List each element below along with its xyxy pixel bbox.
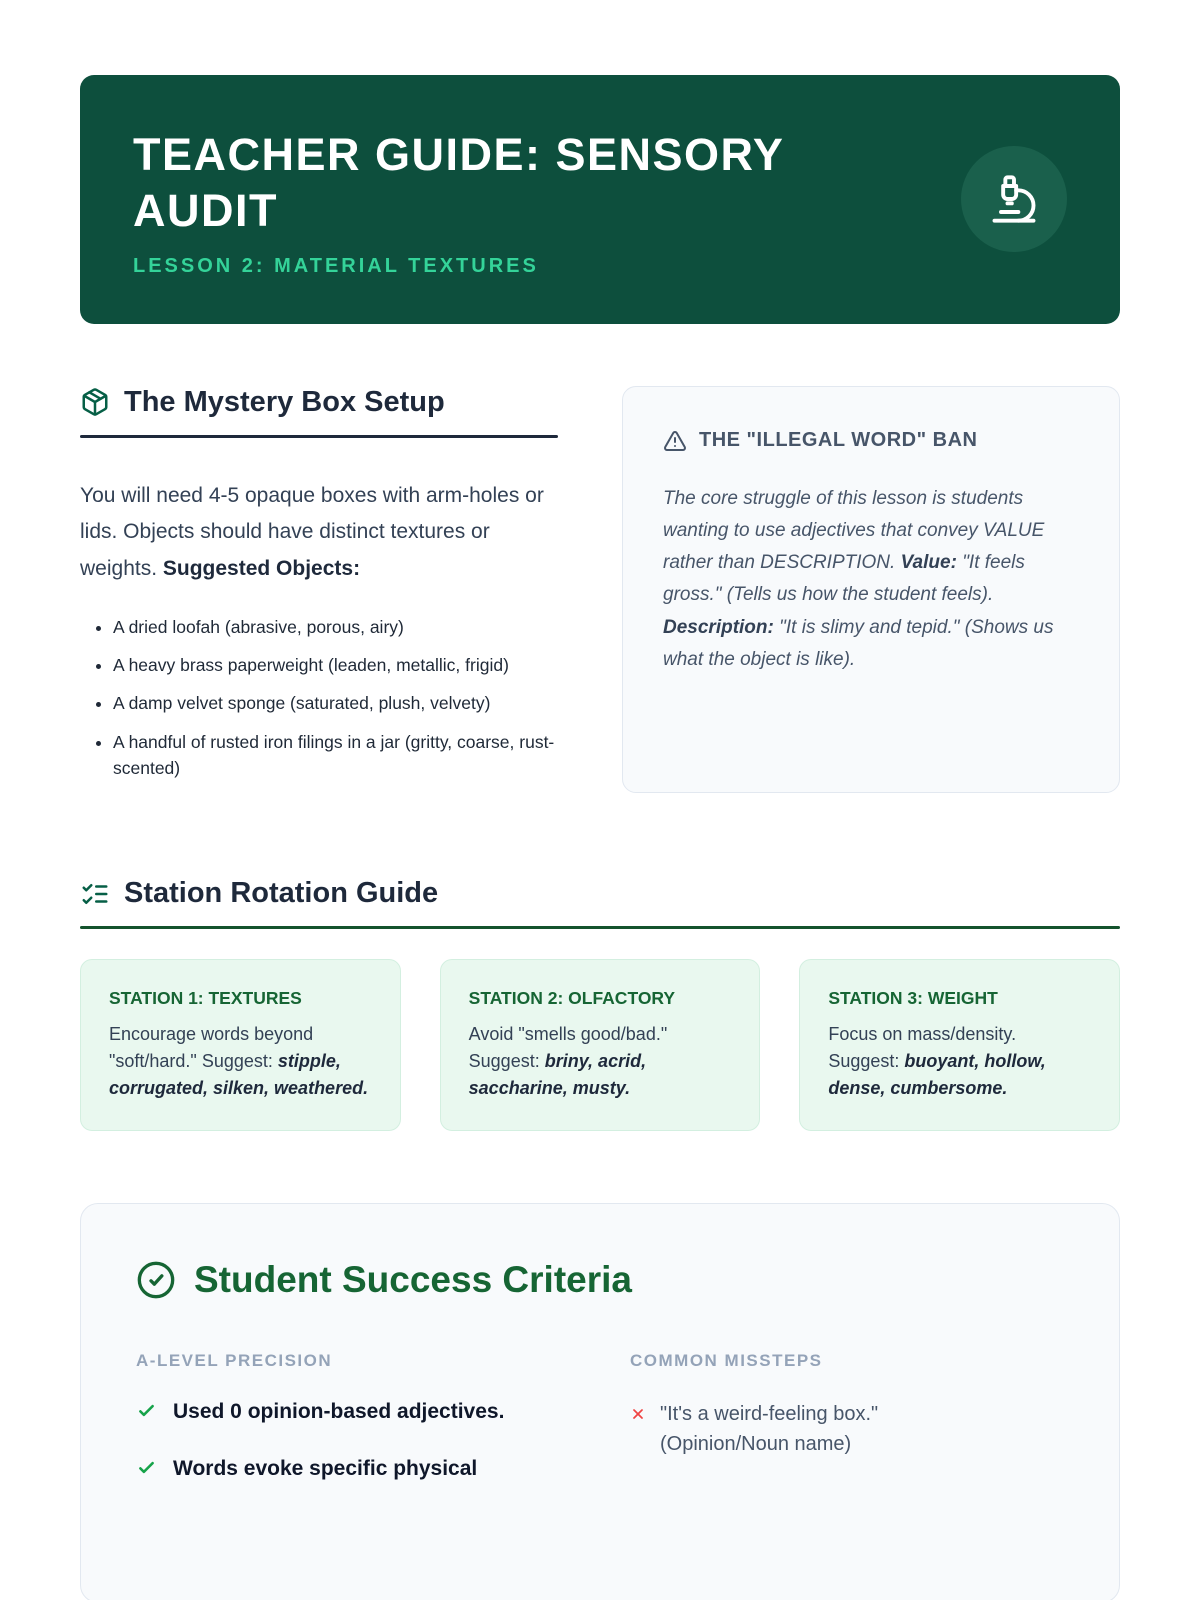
section-divider (80, 926, 1120, 929)
missteps-heading: COMMON MISSTEPS (630, 1351, 823, 1371)
success-criteria-heading: Student Success Criteria (194, 1259, 632, 1301)
station-text (828, 1021, 1091, 1102)
station-text (469, 1021, 732, 1102)
mystery-box-column (80, 386, 558, 794)
station-emphasis: stipple, corrugated, silken, weathered. (109, 1051, 369, 1099)
mystery-intro (80, 478, 558, 588)
illegal-word-header (663, 429, 1079, 453)
illegal-word-heading: THE "ILLEGAL WORD" BAN (699, 429, 978, 452)
list-checks-icon (80, 879, 110, 909)
station-body: Encourage words beyond "soft/hard." Suggest: (109, 1024, 314, 1072)
header-banner (80, 75, 1120, 324)
station-body: Focus on mass/density. Suggest: (828, 1024, 1017, 1072)
station-card-3 (799, 959, 1120, 1131)
illegal-word-card (622, 386, 1120, 794)
misstep-text: "It's a weird-feeling box." (Opinion/Noun name) (660, 1403, 879, 1456)
lesson-subtitle: LESSON 2: MATERIAL TEXTURES (133, 254, 539, 277)
station-card-2 (440, 959, 761, 1131)
list-item: • A dried loofah (abrasive, porous, airy) (113, 614, 558, 640)
list-item: • A damp velvet sponge (saturated, plush, velvety) (113, 690, 558, 716)
criteria-item (136, 1454, 570, 1484)
success-grid (136, 1351, 1064, 1484)
ban-text-3: "It is slimy and tepid." (Shows us what the object is like). (663, 616, 1054, 671)
mystery-box-header (80, 386, 558, 419)
mystery-box-section (80, 386, 1120, 794)
ban-text-2: "It feels gross." (Tells us how the student feels). (663, 552, 1025, 606)
precision-column (136, 1351, 570, 1484)
microscope-icon (961, 146, 1067, 252)
station-body: Avoid "smells good/bad." Suggest: (468, 1024, 668, 1072)
header-text-block (133, 127, 1065, 278)
station-emphasis: briny, acrid, saccharine, musty. (468, 1051, 647, 1099)
station-rotation-heading: Station Rotation Guide (124, 877, 439, 910)
success-criteria-header (136, 1259, 1064, 1301)
check-icon (136, 1400, 157, 1421)
criteria-item (136, 1397, 570, 1427)
criteria-text: Words evoke specific physical (173, 1456, 478, 1480)
mystery-box-heading: The Mystery Box Setup (124, 385, 445, 418)
check-circle-icon (136, 1260, 176, 1300)
missteps-column (630, 1351, 1064, 1484)
station-title: STATION 2: OLFACTORY (468, 988, 676, 1009)
station-card-1 (80, 959, 401, 1131)
list-item: • A handful of rusted iron filings in a jar (gritty, coarse, rust-scented) (113, 729, 558, 782)
station-rotation-header (80, 877, 1120, 910)
suggested-objects-list (80, 614, 558, 781)
page-title: TEACHER GUIDE: SENSORY AUDIT (133, 129, 784, 236)
ban-value-label: Value: (900, 552, 957, 574)
ban-description-label: Description: (663, 616, 774, 638)
warning-triangle-icon (663, 429, 687, 453)
criteria-text: Used 0 opinion-based adjectives. (173, 1400, 505, 1424)
mystery-intro-text: You will need 4-5 opaque boxes with arm-holes or lids. Objects should have distinct textures or weights. (80, 483, 544, 581)
misstep-item (630, 1399, 1064, 1459)
station-grid (80, 959, 1120, 1131)
station-title: STATION 3: WEIGHT (828, 988, 998, 1009)
station-rotation-section (80, 877, 1120, 1131)
illegal-word-body (663, 483, 1079, 677)
station-title: STATION 1: TEXTURES (109, 988, 302, 1009)
precision-heading: A-LEVEL PRECISION (136, 1351, 333, 1371)
station-emphasis: buoyant, hollow, dense, cumbersome. (828, 1051, 1046, 1099)
check-icon (136, 1457, 157, 1478)
list-item: • A heavy brass paperweight (leaden, metallic, frigid) (113, 652, 558, 678)
x-icon (630, 1406, 646, 1422)
page (0, 75, 1200, 1600)
success-criteria-card (80, 1203, 1120, 1600)
package-icon (80, 387, 110, 417)
section-divider (80, 435, 558, 438)
ban-text-1: The core struggle of this lesson is students wanting to use adjectives that convey VALUE rather than DESCRIPTION. (663, 487, 1045, 574)
station-text (109, 1021, 372, 1102)
mystery-intro-bold: Suggested Objects: (162, 557, 361, 581)
